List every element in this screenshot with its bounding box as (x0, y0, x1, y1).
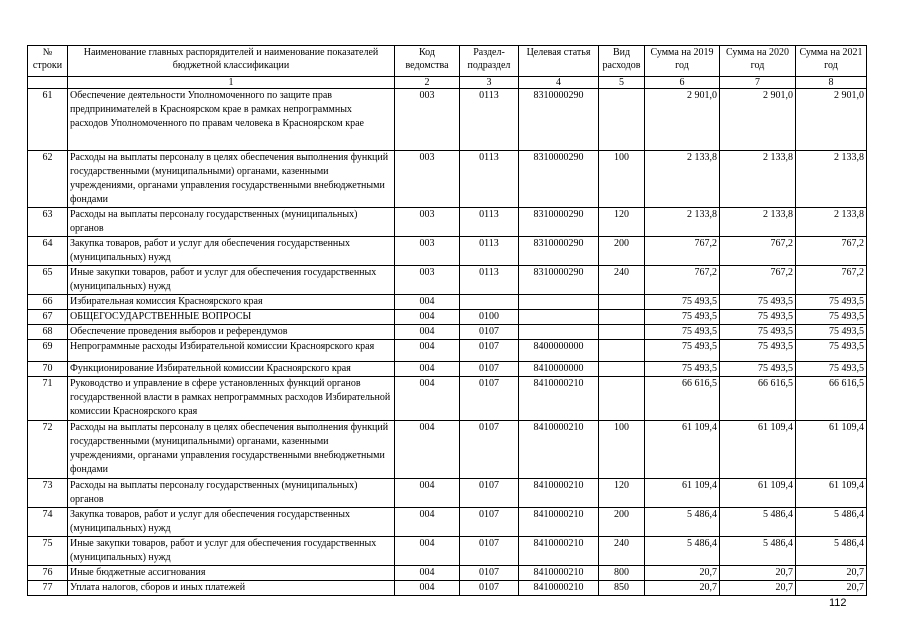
col-number: 7 (720, 77, 796, 89)
row-sum-2020: 61 109,4 (720, 479, 796, 508)
table-row (28, 537, 867, 566)
row-sum-2021: 767,2 (796, 266, 867, 295)
row-sum-2019: 20,7 (645, 581, 720, 596)
table-row (28, 89, 867, 151)
col-number: 8 (796, 77, 867, 89)
row-section: 0107 (460, 325, 519, 340)
row-sum-2019: 75 493,5 (645, 295, 720, 310)
row-expense-type: 800 (599, 566, 645, 581)
table-row (28, 421, 867, 479)
row-target: 8410000210 (519, 421, 599, 479)
col-number: 6 (645, 77, 720, 89)
table-row (28, 340, 867, 362)
header-no: № строки (28, 46, 68, 77)
row-sum-2021: 767,2 (796, 237, 867, 266)
row-dept-code: 003 (395, 266, 460, 295)
row-dept-code: 004 (395, 325, 460, 340)
row-sum-2020: 75 493,5 (720, 295, 796, 310)
row-sum-2020: 767,2 (720, 237, 796, 266)
row-dept-code: 004 (395, 310, 460, 325)
row-sum-2019: 75 493,5 (645, 362, 720, 377)
row-number: 71 (28, 377, 68, 421)
row-name: Обеспечение проведения выборов и референдумов (68, 325, 395, 340)
row-section: 0107 (460, 340, 519, 362)
row-section: 0107 (460, 566, 519, 581)
col-number (28, 77, 68, 89)
row-sum-2021: 75 493,5 (796, 325, 867, 340)
row-sum-2020: 5 486,4 (720, 508, 796, 537)
row-section: 0113 (460, 89, 519, 151)
row-target (519, 310, 599, 325)
table-row (28, 377, 867, 421)
table-row (28, 508, 867, 537)
row-sum-2021: 20,7 (796, 566, 867, 581)
row-expense-type: 100 (599, 151, 645, 208)
header-section: Раздел-подраздел (460, 46, 519, 77)
row-section: 0107 (460, 537, 519, 566)
row-dept-code: 004 (395, 537, 460, 566)
table-row (28, 566, 867, 581)
row-name: ОБЩЕГОСУДАРСТВЕННЫЕ ВОПРОСЫ (68, 310, 395, 325)
row-name: Расходы на выплаты персоналу государственных (муниципальных) органов (68, 208, 395, 237)
row-section: 0113 (460, 208, 519, 237)
row-sum-2020: 75 493,5 (720, 340, 796, 362)
row-number: 77 (28, 581, 68, 596)
row-expense-type (599, 362, 645, 377)
row-expense-type (599, 295, 645, 310)
row-section: 0100 (460, 310, 519, 325)
row-name: Иные закупки товаров, работ и услуг для обеспечения государственных (муниципальных) нужд (68, 537, 395, 566)
row-dept-code: 003 (395, 208, 460, 237)
table-row (28, 237, 867, 266)
table-row (28, 479, 867, 508)
row-dept-code: 004 (395, 295, 460, 310)
row-number: 74 (28, 508, 68, 537)
row-name: Функционирование Избирательной комиссии Красноярского края (68, 362, 395, 377)
row-name: Непрограммные расходы Избирательной комиссии Красноярского края (68, 340, 395, 362)
row-target: 8410000000 (519, 362, 599, 377)
row-name: Обеспечение деятельности Уполномоченного по защите прав предпринимателей в Красноярском крае в рамках непрограммных расходов Уполномоченного по правам человека в Красноярском крае (68, 89, 395, 151)
table-row (28, 362, 867, 377)
row-target: 8310000290 (519, 151, 599, 208)
row-sum-2020: 66 616,5 (720, 377, 796, 421)
row-expense-type (599, 310, 645, 325)
table-body (28, 46, 867, 596)
row-dept-code: 004 (395, 479, 460, 508)
row-expense-type (599, 340, 645, 362)
row-sum-2019: 20,7 (645, 566, 720, 581)
row-sum-2019: 2 133,8 (645, 151, 720, 208)
row-number: 65 (28, 266, 68, 295)
table-row (28, 325, 867, 340)
row-target: 8400000000 (519, 340, 599, 362)
row-number: 64 (28, 237, 68, 266)
row-number: 70 (28, 362, 68, 377)
budget-table (27, 45, 867, 596)
row-expense-type: 120 (599, 479, 645, 508)
row-number: 68 (28, 325, 68, 340)
row-sum-2020: 767,2 (720, 266, 796, 295)
row-sum-2020: 2 133,8 (720, 151, 796, 208)
row-dept-code: 004 (395, 362, 460, 377)
row-sum-2019: 5 486,4 (645, 508, 720, 537)
row-target: 8410000210 (519, 581, 599, 596)
header-2021: Сумма на 2021 год (796, 46, 867, 77)
row-sum-2020: 20,7 (720, 566, 796, 581)
header-row (28, 46, 867, 77)
row-expense-type: 240 (599, 537, 645, 566)
row-section: 0107 (460, 581, 519, 596)
row-sum-2020: 20,7 (720, 581, 796, 596)
row-number: 66 (28, 295, 68, 310)
row-name: Уплата налогов, сборов и иных платежей (68, 581, 395, 596)
row-sum-2020: 75 493,5 (720, 325, 796, 340)
row-name: Расходы на выплаты персоналу в целях обеспечения выполнения функций государственными (муниципальными) органами, казенными учреждениями, органами управления государственными внебюджетными фондами (68, 421, 395, 479)
row-sum-2019: 2 133,8 (645, 208, 720, 237)
row-expense-type: 120 (599, 208, 645, 237)
row-section: 0107 (460, 421, 519, 479)
header-2019: Сумма на 2019 год (645, 46, 720, 77)
row-sum-2021: 20,7 (796, 581, 867, 596)
col-number: 3 (460, 77, 519, 89)
row-target: 8410000210 (519, 377, 599, 421)
col-number: 1 (68, 77, 395, 89)
row-dept-code: 004 (395, 581, 460, 596)
row-expense-type: 240 (599, 266, 645, 295)
row-target: 8310000290 (519, 237, 599, 266)
col-number: 2 (395, 77, 460, 89)
row-expense-type: 850 (599, 581, 645, 596)
row-number: 61 (28, 89, 68, 151)
row-sum-2021: 61 109,4 (796, 421, 867, 479)
row-sum-2021: 5 486,4 (796, 537, 867, 566)
table-row (28, 151, 867, 208)
row-sum-2020: 61 109,4 (720, 421, 796, 479)
row-target: 8410000210 (519, 508, 599, 537)
row-section (460, 295, 519, 310)
row-sum-2019: 75 493,5 (645, 340, 720, 362)
col-number: 5 (599, 77, 645, 89)
row-sum-2019: 767,2 (645, 237, 720, 266)
row-dept-code: 003 (395, 237, 460, 266)
row-sum-2020: 2 901,0 (720, 89, 796, 151)
row-sum-2019: 2 901,0 (645, 89, 720, 151)
header-target: Целевая статья (519, 46, 599, 77)
row-target (519, 295, 599, 310)
column-number-row (28, 77, 867, 89)
row-sum-2019: 767,2 (645, 266, 720, 295)
row-section: 0107 (460, 508, 519, 537)
row-expense-type: 200 (599, 508, 645, 537)
row-name: Расходы на выплаты персоналу в целях обеспечения выполнения функций государственными (муниципальными) органами, казенными учреждениями, органами управления государственными внебюджетными фондами (68, 151, 395, 208)
row-sum-2021: 75 493,5 (796, 340, 867, 362)
row-number: 63 (28, 208, 68, 237)
row-sum-2020: 5 486,4 (720, 537, 796, 566)
row-name: Иные бюджетные ассигнования (68, 566, 395, 581)
row-sum-2021: 75 493,5 (796, 310, 867, 325)
row-sum-2021: 75 493,5 (796, 295, 867, 310)
row-sum-2019: 75 493,5 (645, 310, 720, 325)
table-row (28, 208, 867, 237)
row-dept-code: 003 (395, 151, 460, 208)
row-name: Закупка товаров, работ и услуг для обеспечения государственных (муниципальных) нужд (68, 237, 395, 266)
row-expense-type (599, 89, 645, 151)
row-section: 0107 (460, 479, 519, 508)
row-dept-code: 004 (395, 377, 460, 421)
row-sum-2019: 61 109,4 (645, 421, 720, 479)
row-number: 75 (28, 537, 68, 566)
header-2020: Сумма на 2020 год (720, 46, 796, 77)
row-number: 72 (28, 421, 68, 479)
row-section: 0107 (460, 377, 519, 421)
row-sum-2021: 2 133,8 (796, 208, 867, 237)
row-expense-type: 100 (599, 421, 645, 479)
table-row (28, 581, 867, 596)
row-sum-2021: 5 486,4 (796, 508, 867, 537)
row-name: Закупка товаров, работ и услуг для обеспечения государственных (муниципальных) нужд (68, 508, 395, 537)
page-number: 112 (829, 597, 847, 609)
row-target: 8310000290 (519, 208, 599, 237)
row-dept-code: 004 (395, 340, 460, 362)
row-section: 0107 (460, 362, 519, 377)
row-name: Руководство и управление в сфере установленных функций органов государственной власти в рамках непрограммных расходов Избирательной комиссии Красноярского края (68, 377, 395, 421)
row-target: 8410000210 (519, 479, 599, 508)
row-sum-2021: 75 493,5 (796, 362, 867, 377)
row-sum-2019: 5 486,4 (645, 537, 720, 566)
table-row (28, 310, 867, 325)
header-dept: Код ведомства (395, 46, 460, 77)
header-type: Вид расходов (599, 46, 645, 77)
table-row (28, 266, 867, 295)
row-dept-code: 004 (395, 566, 460, 581)
table-row (28, 295, 867, 310)
row-sum-2021: 2 901,0 (796, 89, 867, 151)
row-expense-type (599, 377, 645, 421)
row-target: 8310000290 (519, 266, 599, 295)
row-dept-code: 004 (395, 508, 460, 537)
row-sum-2020: 75 493,5 (720, 310, 796, 325)
col-number: 4 (519, 77, 599, 89)
row-dept-code: 004 (395, 421, 460, 479)
row-dept-code: 003 (395, 89, 460, 151)
row-sum-2020: 75 493,5 (720, 362, 796, 377)
row-target: 8310000290 (519, 89, 599, 151)
row-section: 0113 (460, 237, 519, 266)
row-target (519, 325, 599, 340)
row-section: 0113 (460, 266, 519, 295)
row-number: 62 (28, 151, 68, 208)
header-name: Наименование главных распорядителей и наименование показателей бюджетной классификации (68, 46, 395, 77)
row-sum-2019: 66 616,5 (645, 377, 720, 421)
row-target: 8410000210 (519, 566, 599, 581)
row-sum-2019: 61 109,4 (645, 479, 720, 508)
row-sum-2020: 2 133,8 (720, 208, 796, 237)
row-name: Иные закупки товаров, работ и услуг для обеспечения государственных (муниципальных) нужд (68, 266, 395, 295)
row-number: 67 (28, 310, 68, 325)
row-sum-2021: 61 109,4 (796, 479, 867, 508)
row-expense-type (599, 325, 645, 340)
row-target: 8410000210 (519, 537, 599, 566)
row-number: 73 (28, 479, 68, 508)
row-sum-2021: 2 133,8 (796, 151, 867, 208)
row-number: 76 (28, 566, 68, 581)
row-name: Расходы на выплаты персоналу государственных (муниципальных) органов (68, 479, 395, 508)
row-sum-2019: 75 493,5 (645, 325, 720, 340)
row-number: 69 (28, 340, 68, 362)
row-name: Избирательная комиссия Красноярского края (68, 295, 395, 310)
row-expense-type: 200 (599, 237, 645, 266)
row-section: 0113 (460, 151, 519, 208)
row-sum-2021: 66 616,5 (796, 377, 867, 421)
